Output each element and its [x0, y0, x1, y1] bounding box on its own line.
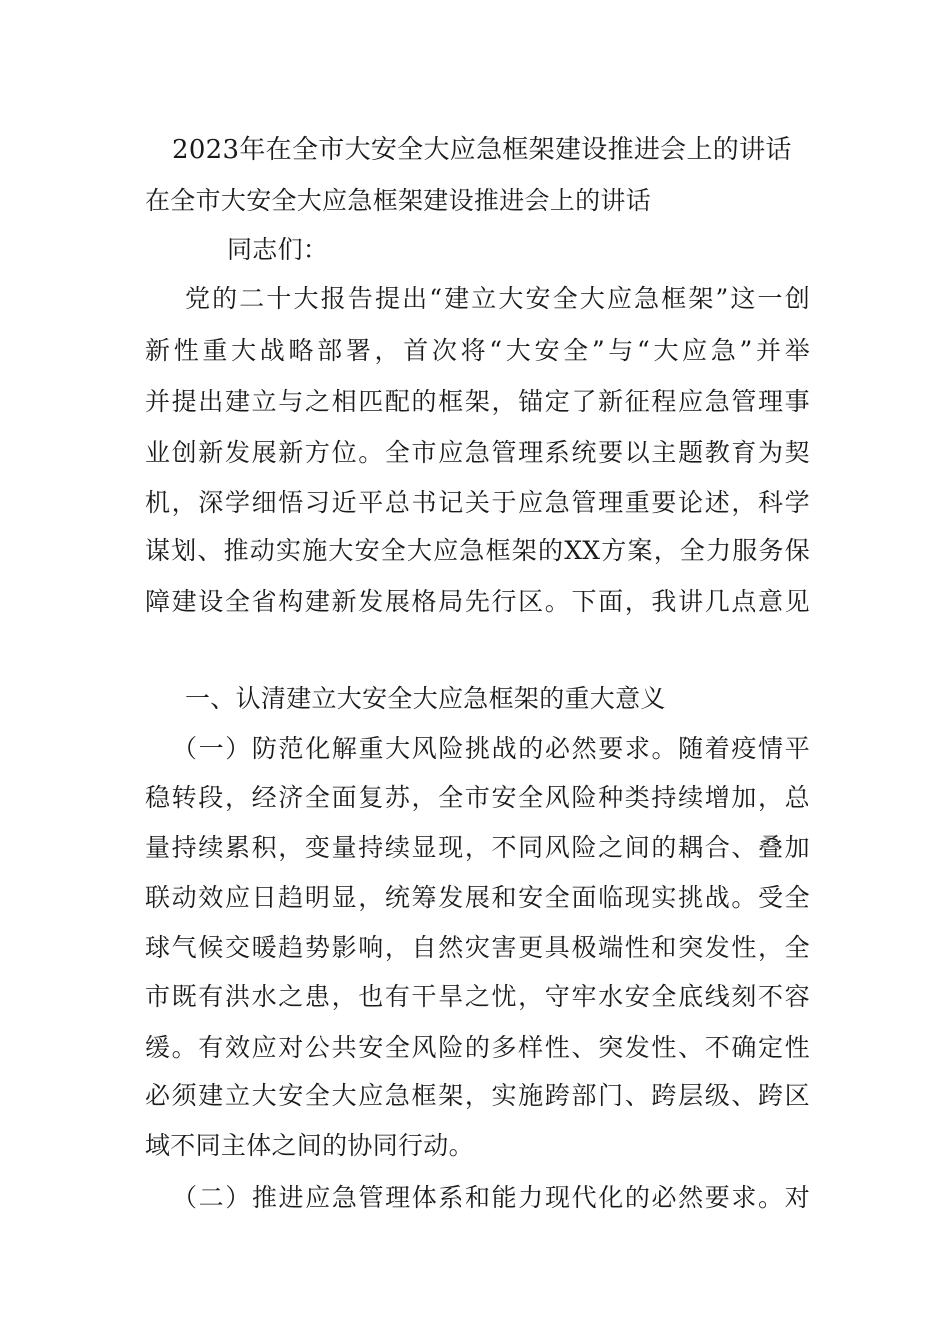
- paragraph-line: 业创新发展新方位。全市应急管理系统要以主题教育为契: [145, 438, 810, 467]
- paragraph-line: 稳转段，经济全面复苏，全市安全风险种类持续增加，总: [145, 783, 810, 812]
- paragraph-line: 机，深学细悟习近平总书记关于应急管理重要论述，科学: [145, 488, 810, 517]
- section-heading: 一、认清建立大安全大应急框架的重大意义: [185, 684, 666, 713]
- paragraph-line: 障建设全省构建新发展格局先行区。下面，我讲几点意见: [145, 587, 810, 616]
- salutation: 同志们：: [227, 235, 329, 264]
- paragraph-line: （二）推进应急管理体系和能力现代化的必然要求。对: [172, 1183, 810, 1212]
- paragraph-line: 域不同主体之间的协同行动。: [145, 1131, 474, 1160]
- paragraph-line: 市既有洪水之患，也有干旱之忧，守牢水安全底线刻不容: [145, 982, 810, 1011]
- paragraph-line: 新性重大战略部署，首次将“大安全”与“大应急”并举: [145, 336, 810, 365]
- paragraph-line: 缓。有效应对公共安全风险的多样性、突发性、不确定性: [145, 1033, 810, 1062]
- paragraph-line: 联动效应日趋明显，统筹发展和安全面临现实挑战。受全: [145, 883, 810, 912]
- paragraph-line: （一）防范化解重大风险挑战的必然要求。随着疫情平: [172, 734, 810, 763]
- paragraph-line: 量持续累积，变量持续显现，不同风险之间的耦合、叠加: [145, 833, 810, 862]
- paragraph-line: 球气候交暖趋势影响，自然灾害更具极端性和突发性，全: [145, 933, 810, 962]
- document-title: 2023年在全市大安全大应急框架建设推进会上的讲话: [172, 135, 792, 165]
- document-subtitle: 在全市大安全大应急框架建设推进会上的讲话: [145, 186, 652, 215]
- paragraph-line: 必须建立大安全大应急框架，实施跨部门、跨层级、跨区: [145, 1081, 810, 1110]
- paragraph-line: 并提出建立与之相匹配的框架，锚定了新征程应急管理事: [145, 387, 810, 416]
- paragraph-line: 谋划、推动实施大安全大应急框架的XX方案，全力服务保: [145, 536, 810, 565]
- paragraph-line: 党的二十大报告提出“建立大安全大应急框架”这一创: [185, 284, 810, 313]
